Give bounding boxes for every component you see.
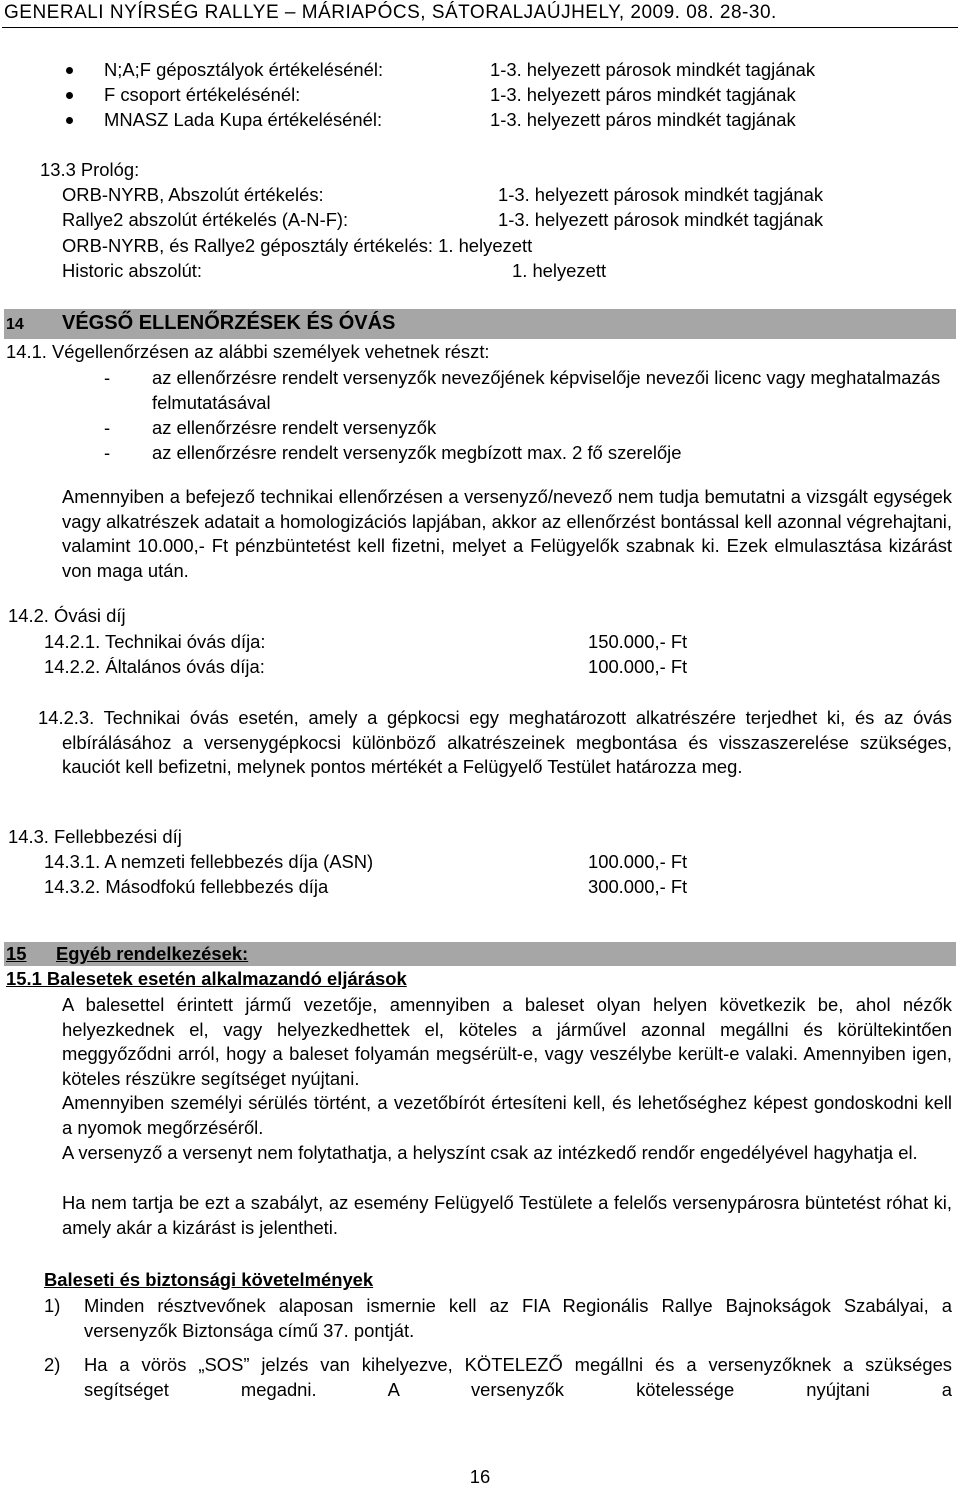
- dash-marker: -: [104, 442, 111, 463]
- fee-label: 14.2.1. Technikai óvás díja:: [44, 631, 266, 652]
- bullet-dot: [66, 67, 73, 74]
- fee-label: 14.2.2. Általános óvás díja:: [44, 656, 265, 677]
- accident-paragraph: A balesettel érintett jármű vezetője, amennyiben a baleset olyan helyen következik be, ahol nézők helyezkednek el, vagy helyezkedhettek el, köteles a járművel azonnal megállni és körültekintően meggyőződni arról, hogy a baleset folyamán megsérült-e, vagy veszélybe került-e valaki. Amennyiben igen, köteles részükre segítséget nyújtani.: [62, 994, 952, 1089]
- accident-paragraph: A versenyző a versenyt nem folytathatja, a helyszínt csak az intézkedő rendőr engedélyével hagyhatja el.: [62, 1142, 918, 1163]
- safety-item-text: Minden résztvevőnek alaposan ismernie kell az FIA Regionális Rallye Bajnokságok Szabályai, a versenyzők Biztonsága című 37. pontját.: [84, 1295, 952, 1341]
- header-rule: [2, 27, 958, 28]
- protest-fee-heading: 14.2. Óvási díj: [8, 605, 126, 626]
- dash-item: az ellenőrzésre rendelt versenyzők: [152, 417, 437, 438]
- dash-marker: -: [104, 417, 111, 438]
- prolog-heading: 13.3 Prológ:: [40, 159, 140, 180]
- bullet-dot: [66, 92, 73, 99]
- accident-paragraph: Ha nem tartja be ezt a szabályt, az esemény Felügyelő Testülete a felelős versenypárosra büntetést róhat ki, amely akár a kizárást is jelentheti.: [62, 1192, 952, 1238]
- prolog-row-label: Historic abszolút:: [62, 260, 203, 281]
- prolog-row-label: ORB-NYRB, és Rallye2 géposztály értékelés: 1. helyezett: [62, 235, 533, 256]
- safety-item-number: 2): [44, 1354, 61, 1375]
- section-15-1-heading: 15.1 Balesetek esetén alkalmazandó eljárások: [6, 968, 407, 989]
- prolog-row-value: 1-3. helyezett párosok mindkét tagjának: [498, 184, 824, 205]
- section-14-1-intro: 14.1. Végellenőrzésen az alábbi személyek vehetnek részt:: [6, 341, 490, 362]
- dash-item: az ellenőrzésre rendelt versenyzők nevezőjének képviselője nevezői licenc vagy meghatalmazás felmutatásával: [152, 367, 941, 413]
- bullet-label: F csoport értékelésénél:: [104, 84, 301, 105]
- technical-inspection-paragraph: Amennyiben a befejező technikai ellenőrzésen a versenyző/nevező nem tudja bemutatni a vizsgált egységek vagy alkatrészek adatait a homologizációs lapjában, akkor az ellenőrzést bontással kell azonnal végrehajtani, valamint 10.000,- Ft pénzbüntetést kell fizetni, melyet a Felügyelők szabnak ki. Ezek elmulasztása kizárást von maga után.: [62, 486, 952, 581]
- safety-item-number: 1): [44, 1295, 61, 1316]
- dash-marker: -: [104, 367, 111, 388]
- bullet-value: 1-3. helyezett páros mindkét tagjának: [490, 109, 796, 130]
- section-14-title: VÉGSŐ ELLENŐRZÉSEK ÉS ÓVÁS: [62, 312, 396, 334]
- appeal-label: 14.3.1. A nemzeti fellebbezés díja (ASN): [44, 851, 374, 872]
- fee-value: 100.000,- Ft: [588, 656, 688, 677]
- prolog-row-label: Rallye2 abszolút értékelés (A-N-F):: [62, 209, 349, 230]
- technical-protest-paragraph: 14.2.3. Technikai óvás esetén, amely a gépkocsi egy meghatározott alkatrészére terjedhet ki, és az óvás elbírálásához a versenygépkocsi különböző alkatrészeinek megbontása és visszaszerelése szükséges, kauciót kell befizetni, melynek pontos mértékét a Felügyelő Testület határozza meg.: [38, 707, 952, 777]
- appeal-label: 14.3.2. Másodfokú fellebbezés díja: [44, 876, 329, 897]
- bullet-label: MNASZ Lada Kupa értékelésénél:: [104, 109, 383, 130]
- accident-paragraph: Amennyiben személyi sérülés történt, a vezetőbírót értesíteni kell, és lehetőséghez képest gondoskodni kell a nyomok megőrzéséről.: [62, 1092, 952, 1138]
- prolog-row-label: ORB-NYRB, Abszolút értékelés:: [62, 184, 324, 205]
- bullet-label: N;A;F géposztályok értékelésénél:: [104, 59, 384, 80]
- bullet-value: 1-3. helyezett párosok mindkét tagjának: [490, 59, 816, 80]
- bullet-dot: [66, 117, 73, 124]
- section-15-title: Egyéb rendelkezések:: [56, 943, 249, 964]
- safety-item-text: Ha a vörös „SOS” jelzés van kihelyezve, KÖTELEZŐ megállni és a versenyzőknek a szükséges segítséget megadni. A versenyzők kötelessége nyújtani a: [84, 1354, 952, 1400]
- fee-value: 150.000,- Ft: [588, 631, 688, 652]
- dash-item: az ellenőrzésre rendelt versenyzők megbízott max. 2 fő szerelője: [152, 442, 682, 463]
- prolog-row-value: 1. helyezett: [512, 260, 607, 281]
- safety-heading: Baleseti és biztonsági követelmények: [44, 1269, 374, 1290]
- bullet-value: 1-3. helyezett páros mindkét tagjának: [490, 84, 796, 105]
- page-number: 16: [469, 1466, 491, 1487]
- appeal-value: 300.000,- Ft: [588, 876, 688, 897]
- header-title: GENERALI NYÍRSÉG RALLYE – MÁRIAPÓCS, SÁTORALJAÚJHELY, 2009. 08. 28-30.: [4, 2, 777, 23]
- appeal-fee-heading: 14.3. Fellebbezési díj: [8, 826, 182, 847]
- prolog-row-value: 1-3. helyezett párosok mindkét tagjának: [498, 209, 824, 230]
- section-14-number: 14: [6, 316, 24, 333]
- page-header: [0, 0, 960, 26]
- appeal-value: 100.000,- Ft: [588, 851, 688, 872]
- section-15-number: 15: [6, 943, 27, 964]
